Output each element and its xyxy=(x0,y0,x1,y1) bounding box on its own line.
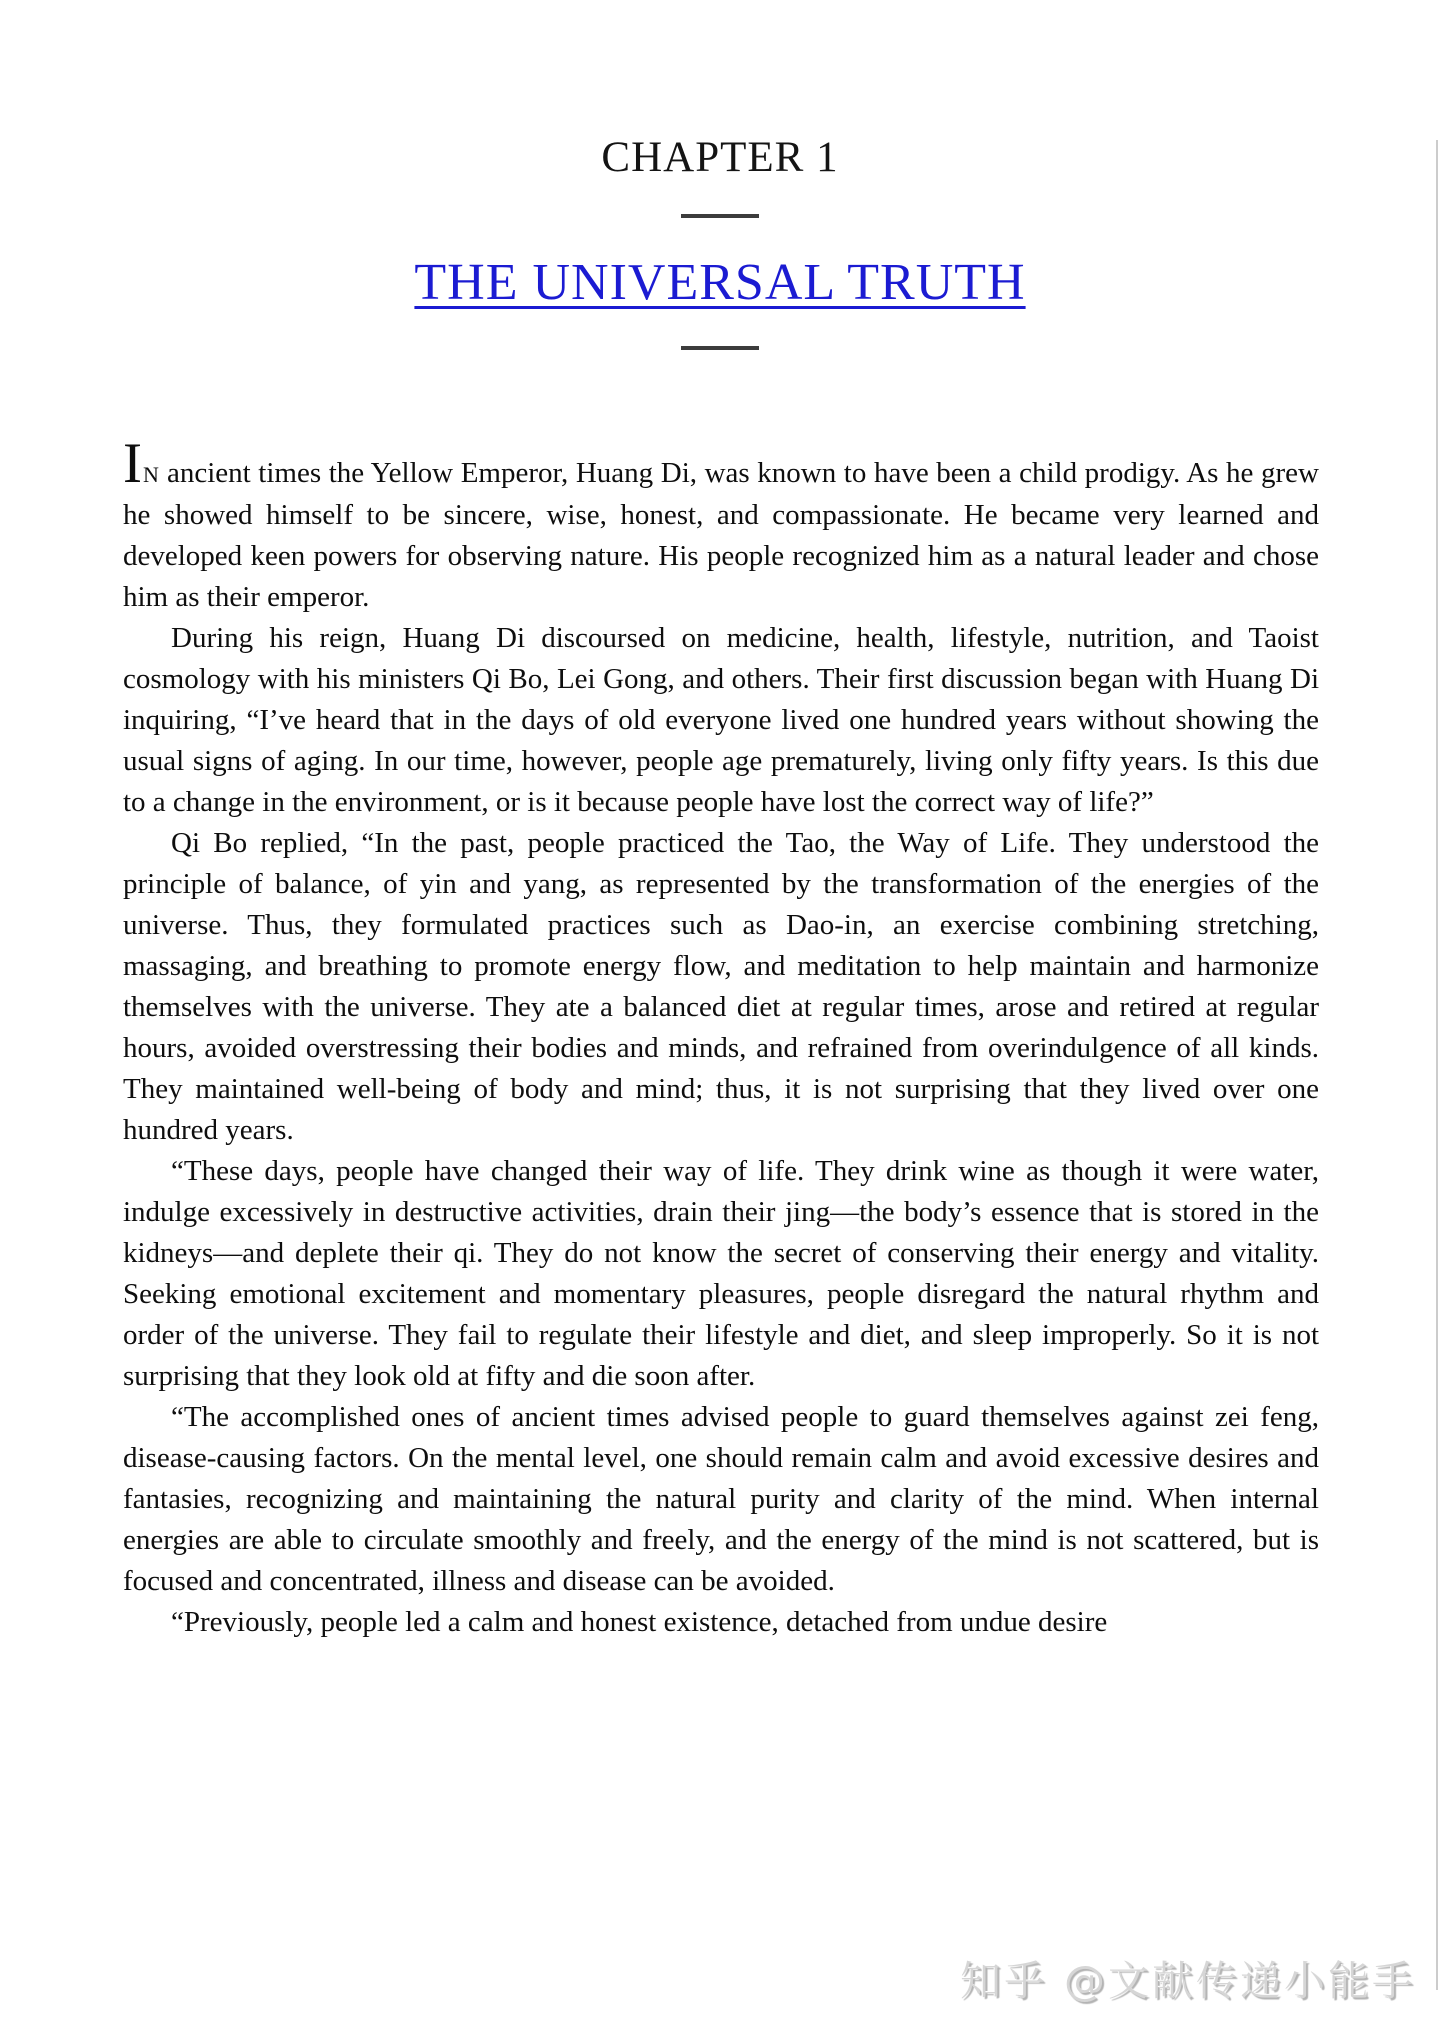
divider-top xyxy=(681,214,759,218)
paragraph: “Previously, people led a calm and honest existence, detached from undue desire xyxy=(171,1606,1108,1638)
chapter-title-row xyxy=(0,254,1440,312)
chapter-heading: CHAPTER 1 xyxy=(601,134,839,181)
chapter-title-link[interactable]: THE UNIVERSAL TRUTH xyxy=(414,254,1026,311)
page-body xyxy=(123,432,1319,1643)
paragraph: “The accomplished ones of ancient times advised people to guard themselves against zei feng, disease-causing factors. On the mental level, one should remain calm and avoid excessive desires and fantasies, recognizing and maintaining the natural purity and clarity of the mind. When internal energies are able to circulate smoothly and freely, and the energy of the mind is not scattered, but is focused and concentrated, illness and disease can be avoided. xyxy=(123,1401,1319,1597)
paragraph-opening xyxy=(123,432,1319,618)
paragraph: During his reign, Huang Di discoursed on medicine, health, lifestyle, nutrition, and Taoist cosmology with his ministers Qi Bo, Lei Gong, and others. Their first discussion began with Huang Di inquiring, “I’ve heard that in the days of old everyone lived one hundred years without showing the usual signs of aging. In our time, however, people age prematurely, living only fifty years. Is this due to a change in the environment, or is it because people have lost the correct way of life?” xyxy=(123,622,1319,818)
divider-bottom xyxy=(681,346,759,350)
paragraph: “These days, people have changed their way of life. They drink wine as though it were water, indulge excessively in destructive activities, drain their jing—the body’s essence that is stored in the kidneys—and deplete their qi. They do not know the secret of conserving their energy and vitality. Seeking emotional excitement and momentary pleasures, people disregard the natural rhythm and order of the universe. They fail to regulate their lifestyle and diet, and sleep improperly. So it is not surprising that they look old at fifty and die soon after. xyxy=(123,1155,1319,1392)
small-cap: N xyxy=(142,462,160,487)
scan-edge-line xyxy=(1436,140,1438,1990)
opening-text: ancient times the Yellow Emperor, Huang Di, was known to have been a child prodigy. As he grew he showed himself to be sincere, wise, honest, and compassionate. He became very learned and developed keen powers for observing nature. His people recognized him as a natural leader and chose him as their emperor. xyxy=(123,457,1319,613)
paragraph: Qi Bo replied, “In the past, people practiced the Tao, the Way of Life. They understood the principle of balance, of yin and yang, as represented by the transformation of the energies of the universe. Thus, they formulated practices such as Dao-in, an exercise combining stretching, massaging, and breathing to promote energy flow, and meditation to help maintain and harmonize themselves with the universe. They ate a balanced diet at regular times, arose and retired at regular hours, avoided overstressing their bodies and minds, and refrained from overindulgence of all kinds. They maintained well-being of body and mind; thus, it is not surprising that they lived over one hundred years. xyxy=(123,827,1319,1146)
watermark: 知乎 @文献传递小能手 xyxy=(959,1957,1416,2005)
drop-cap: I xyxy=(123,432,143,495)
